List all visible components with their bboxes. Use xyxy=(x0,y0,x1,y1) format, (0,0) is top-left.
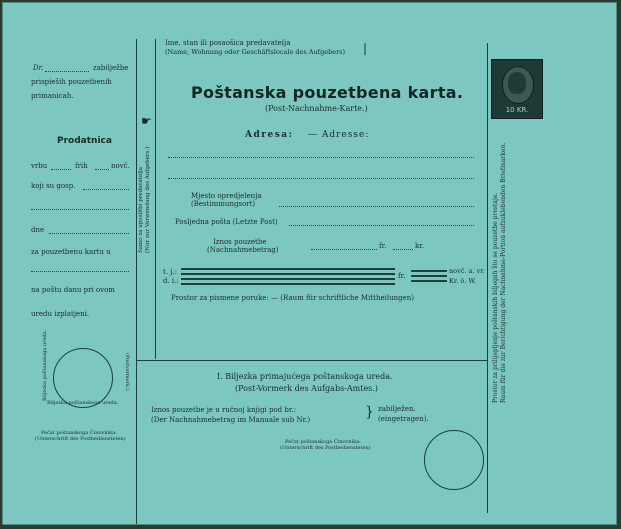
coupon-signature-caption: Pečat poštanskoga Činovnika: xyxy=(41,430,117,436)
words-line-3 xyxy=(181,278,395,280)
amount-kr-field[interactable] xyxy=(393,249,413,250)
coupon-koji-field[interactable] xyxy=(83,189,129,190)
coupon-koji: koji su gosp. xyxy=(31,182,76,190)
coupon-za: za pouzetbenu kartu u xyxy=(31,248,111,256)
sender-label: Ime, stan ili posaošica predavatelja xyxy=(165,39,291,47)
words-kr-line-3 xyxy=(411,280,447,282)
entered-label: zabilježen. xyxy=(378,405,416,413)
strip-vertical-1: Samo za uposlitbi predavatelja xyxy=(138,167,144,253)
strip-vertical-2: (Nur zur Verwendung des Aufgebers.) xyxy=(145,146,151,253)
last-post-label: Posljedna pošta (Letzte Post) xyxy=(175,218,278,226)
tj-label: t. j.: xyxy=(163,268,178,276)
destination-field[interactable] xyxy=(279,206,474,207)
words-line-1 xyxy=(181,268,395,270)
coupon-vertical-right-label: (Postvermerk.) xyxy=(124,353,130,391)
bottom-section-title: I. Biljezka primajućega poštanskoga ureda. xyxy=(217,372,393,381)
postal-card xyxy=(2,2,617,525)
coupon-vertical-left: Biljezka poštanskoga ureda. xyxy=(47,400,119,406)
coupon-blank-1[interactable] xyxy=(31,209,129,210)
destination-label-de: (Bestimmungsort) xyxy=(191,200,256,208)
form-left-border xyxy=(155,39,156,359)
manual-bracket: } xyxy=(365,404,374,420)
right-margin-text-1: Prostor za prilijepljenje poštanskih biljegah što se pouzetbe prestaje. xyxy=(492,192,499,403)
sender-label-de: (Name, Wohnung oder Geschäftslocale des Aufgebers) xyxy=(165,48,346,56)
dh-label: d. i.: xyxy=(163,277,179,285)
coupon-line1: zabilježbe xyxy=(93,64,129,72)
coupon-title: Prodatnica xyxy=(57,136,112,146)
amount-label: Iznos pouzetbe xyxy=(213,238,267,246)
address-label: Adresa: xyxy=(245,130,294,140)
bottom-section-title-de: (Post-Vormerk des Aufgabs-Amtes.) xyxy=(235,384,378,393)
words-kr-line-1 xyxy=(411,270,447,272)
coupon-dne-field[interactable] xyxy=(49,233,129,234)
amount-fr-field[interactable] xyxy=(311,249,377,250)
coupon-uredu: uredu izplatjeni. xyxy=(31,310,90,318)
words-line-2 xyxy=(181,273,395,275)
kr-oew-label: Kr. ö. W. xyxy=(449,277,476,285)
message-label: Prostor za pismene poruke: — (Raum für schriftliche Mittheilungen) xyxy=(171,294,414,302)
section-divider xyxy=(136,360,487,361)
coupon-frih-field[interactable] xyxy=(95,169,109,170)
address-label-de: — Adresse: xyxy=(308,130,370,140)
words-line-4 xyxy=(181,283,395,285)
stamp-portrait xyxy=(508,72,526,94)
coupon-divider xyxy=(136,39,137,525)
clerk-signature-caption: Pečat poštanskoga Činovnika: xyxy=(285,439,361,445)
amount-kr-label: kr. xyxy=(415,242,425,250)
last-post-field[interactable] xyxy=(289,225,474,226)
manual-number-label-de: (Der Nachnahmebetrag im Manuale sub Nr.) xyxy=(151,416,311,424)
coupon-vertical-left-label: Biljezka poštanskoga ureda. xyxy=(42,329,48,401)
coupon-dne: dne xyxy=(31,226,45,234)
coupon-line3: primanicah. xyxy=(31,92,74,100)
coupon-vrbu-field[interactable] xyxy=(51,169,71,170)
card-title: Poštanska pouzetbena karta. xyxy=(191,83,464,102)
entered-label-de: (eingetragen). xyxy=(378,415,429,423)
coupon-dr: Dr. xyxy=(33,64,44,72)
postmark-circle-right xyxy=(424,430,484,490)
coupon-na: na poštu danu pri ovom xyxy=(31,286,115,294)
words-fr-label: fr. xyxy=(398,272,406,280)
address-line-2 xyxy=(168,178,474,179)
amount-label-de: (Nachnahmebetrag) xyxy=(207,246,279,254)
words-kr-line-2 xyxy=(411,275,447,277)
card-subtitle: (Post-Nachnahme-Karte.) xyxy=(265,104,368,113)
pointing-hand-icon: ☛ xyxy=(141,114,152,128)
manual-number-label: Iznos pouzetbe je u ručnoj knjigi pod br.: xyxy=(151,406,297,414)
coupon-novc: novč. xyxy=(111,162,130,170)
coupon-signature-caption-de: (Unterschrift des Postbediensteten) xyxy=(35,436,126,442)
portrait-stamp-icon xyxy=(491,59,543,119)
address-line-1 xyxy=(168,157,474,158)
coupon-line2: prispieših pouzetbenih xyxy=(31,78,112,86)
clerk-signature-caption-de: (Unterschrift des Postbediensteten) xyxy=(280,445,371,451)
destination-label: Mjesto opredjelenja xyxy=(191,192,262,200)
sender-bracket: | xyxy=(363,41,368,55)
postmark-circle-left xyxy=(53,348,113,408)
novc-label: novč. a. vr. xyxy=(449,267,485,275)
form-right-border xyxy=(487,43,488,513)
coupon-dr-field[interactable] xyxy=(45,71,89,72)
right-margin-text-2: Raum für die zur Berichtigung der Nachnahme-Portion aufzuklebenden Briefmarken. xyxy=(500,142,507,403)
amount-fr-label: fr. xyxy=(379,242,387,250)
stamp-value: 10 KR. xyxy=(505,106,529,114)
coupon-frih: frih xyxy=(75,162,88,170)
coupon-vrbu: vrbu xyxy=(31,162,48,170)
coupon-blank-2[interactable] xyxy=(31,271,129,272)
